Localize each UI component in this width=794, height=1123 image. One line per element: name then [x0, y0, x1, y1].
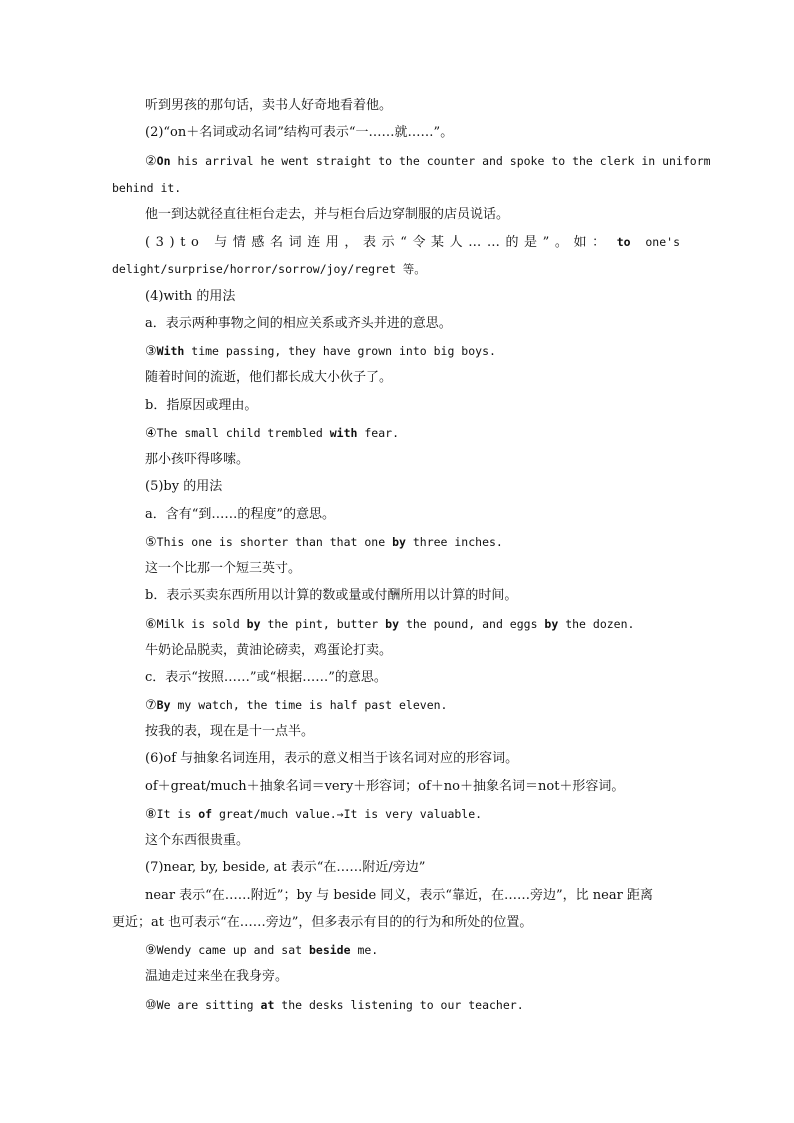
section-heading [145, 232, 680, 252]
text: Milk is sold [156, 617, 247, 631]
keyword: to [616, 235, 631, 249]
example-sentence [145, 995, 524, 1015]
section-heading [145, 287, 235, 307]
text: delight/surprise/horror/sorrow/joy/regret 等。 [112, 262, 426, 276]
text: the pint, butter [260, 617, 386, 631]
translation-line [145, 450, 249, 470]
text: This one is shorter than that one [156, 535, 393, 549]
sub-point [145, 586, 517, 606]
keyword: at [260, 998, 275, 1012]
example-number: ⑨ [145, 943, 157, 958]
text: 温迪走过来坐在我身旁。 [145, 969, 289, 984]
sub-point [145, 396, 257, 416]
text: 这一个比那一个短三英寸。 [145, 561, 302, 576]
keyword: On [156, 154, 171, 168]
text: my watch, the time is half past eleven. [170, 698, 448, 712]
example-sentence [145, 695, 447, 715]
keyword: by [392, 535, 406, 549]
example-sentence [145, 532, 503, 552]
text: the dozen. [558, 617, 635, 631]
example-number: ⑤ [145, 535, 157, 550]
translation-line [145, 559, 301, 579]
keyword: by [385, 617, 400, 631]
example-sentence [145, 614, 634, 634]
text: his arrival he went straight to the counter and spoke to the clerk in uniform [170, 154, 711, 168]
text: three inches. [405, 535, 503, 549]
text: behind it. [112, 181, 182, 195]
keyword: of [198, 807, 213, 821]
text: the desks listening to our teacher. [274, 998, 524, 1012]
text: 更近；at 也可表示“在……旁边”，但多表示有目的的行为和所处的位置。 [112, 915, 533, 930]
text: fear. [357, 426, 399, 440]
text: me. [350, 943, 379, 957]
section-heading [145, 123, 453, 143]
example-number: ⑧ [145, 807, 157, 822]
text: It is [156, 807, 199, 821]
section-heading [145, 858, 425, 878]
text: 那小孩吓得哆嗦。 [145, 452, 250, 467]
example-sentence [145, 423, 399, 443]
translation-line [145, 722, 314, 742]
example-number: ⑩ [145, 998, 157, 1013]
text: b．指原因或理由。 [145, 398, 258, 413]
sub-point [145, 505, 335, 525]
text: the pound, and eggs [399, 617, 545, 631]
example-sentence [145, 341, 496, 361]
text: of＋great/much＋抽象名词＝very＋形容词；of＋no＋抽象名词＝not＋形容词。 [145, 779, 625, 794]
text: 按我的表，现在是十一点半。 [145, 724, 315, 739]
word-list [112, 259, 426, 279]
keyword: By [156, 698, 171, 712]
text: c．表示“按照……”或“根据……”的意思。 [145, 670, 387, 685]
keyword: by [544, 617, 559, 631]
example-sentence [145, 151, 711, 171]
formula-line [145, 777, 624, 797]
keyword: by [246, 617, 261, 631]
text: We are sitting [156, 998, 261, 1012]
translation-line [145, 831, 249, 851]
text: time passing, they have grown into big boys. [184, 344, 496, 358]
text: great/much value.→It is very valuable. [212, 807, 483, 821]
example-number: ② [145, 154, 157, 169]
text: 随着时间的流逝，他们都长成大小伙子了。 [145, 370, 393, 385]
example-number: ⑥ [145, 617, 157, 632]
example-sentence [145, 804, 482, 824]
translation-line [145, 967, 288, 987]
explanation-line-cont [112, 913, 532, 933]
text: The small child trembled [156, 426, 330, 440]
text: 听到男孩的那句话，卖书人好奇地看着他。 [145, 98, 393, 113]
keyword: beside [308, 943, 351, 957]
text: (7)near, by, beside, at 表示“在……附近/旁边” [145, 860, 426, 875]
translation-line [145, 96, 392, 116]
section-heading [145, 477, 222, 497]
keyword: with [329, 426, 358, 440]
example-number: ⑦ [145, 698, 157, 713]
example-sentence [145, 940, 378, 960]
text: (3)to 与情感名词连用，表示“令某人……的是”。如： [145, 235, 611, 250]
sub-point [145, 314, 452, 334]
translation-line [145, 641, 392, 661]
example-number: ④ [145, 426, 157, 441]
text: a．含有“到……的程度”的意思。 [145, 507, 336, 522]
text: (6)of 与抽象名词连用，表示的意义相当于该名词对应的形容词。 [145, 751, 519, 766]
example-number: ③ [145, 344, 157, 359]
text: (5)by 的用法 [145, 479, 223, 494]
keyword: With [156, 344, 185, 358]
text: near 表示“在……附近”；by 与 beside 同义，表示“靠近，在……旁边”，比 near 距离 [145, 888, 653, 903]
text: a．表示两种事物之间的相应关系或齐头并进的意思。 [145, 316, 452, 331]
text: 他一到达就径直往柜台走去，并与柜台后边穿制服的店员说话。 [145, 207, 510, 222]
translation-line [145, 205, 509, 225]
text: 牛奶论品脱卖，黄油论磅卖，鸡蛋论打卖。 [145, 643, 393, 658]
text: 这个东西很贵重。 [145, 833, 250, 848]
section-heading [145, 749, 518, 769]
explanation-line [145, 886, 653, 906]
text: b．表示买卖东西所用以计算的数或量或付酬所用以计算的时间。 [145, 588, 518, 603]
text: (4)with 的用法 [145, 289, 236, 304]
translation-line [145, 368, 392, 388]
text: one's [645, 235, 680, 249]
text: Wendy came up and sat [156, 943, 309, 957]
sub-point [145, 668, 387, 688]
text: (2)“on＋名词或动名词”结构可表示“一……就……”。 [145, 125, 454, 140]
example-sentence-cont [112, 178, 181, 198]
